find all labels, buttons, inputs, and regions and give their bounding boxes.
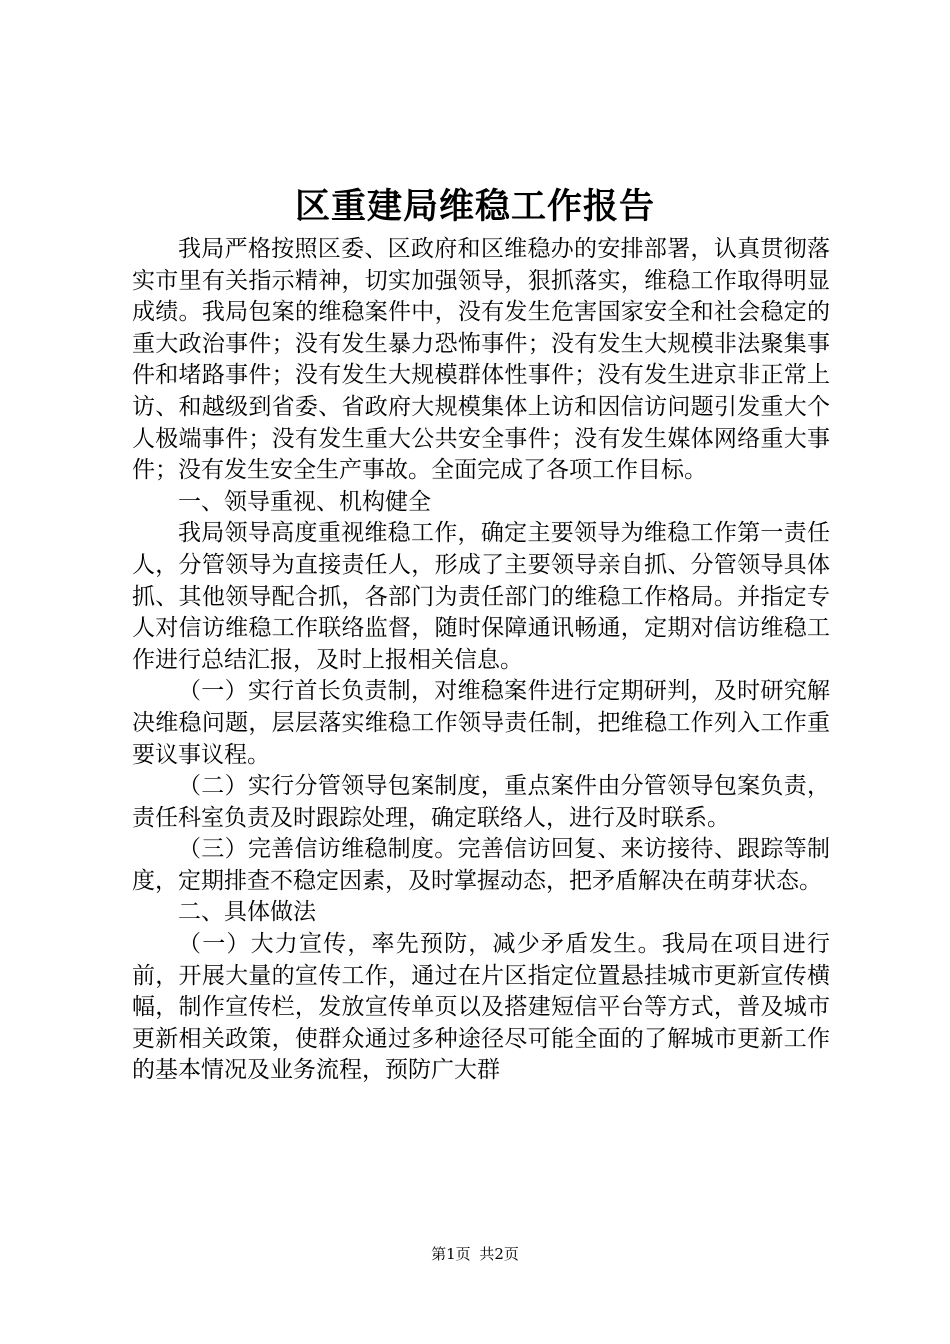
document-body	[132, 234, 830, 1087]
document-title: 区重建局维稳工作报告	[294, 186, 655, 227]
paragraph-item-2-1: （一）大力宣传，率先预防，减少矛盾发生。我局在项目进行前，开展大量的宣传工作，通过在片区指定位置悬挂城市更新宣传横幅，制作宣传栏，发放宣传单页以及搭建短信平台等方式，普及城市更新相关政策，使群众通过多种途径尽可能全面的了解城市更新工作的基本情况及业务流程，预防广大群	[132, 931, 830, 1084]
paragraph-item-1-3: （三）完善信访维稳制度。完善信访回复、来访接待、跟踪等制度，定期排查不稳定因素，及时掌握动态，把矛盾解决在萌芽状态。	[132, 836, 830, 894]
paragraph-item-1-1: （一）实行首长负责制，对维稳案件进行定期研判，及时研究解决维稳问题，层层落实维稳工作领导责任制，把维稳工作列入工作重要议事议程。	[132, 678, 830, 768]
page-number: 第1页	[431, 1245, 471, 1263]
page-total: 共2页	[479, 1245, 519, 1263]
section-heading-2: 二、具体做法	[178, 899, 316, 926]
page-footer	[0, 1244, 950, 1264]
paragraph-item-1-2: （二）实行分管领导包案制度，重点案件由分管领导包案负责，责任科室负责及时跟踪处理，确定联络人，进行及时联系。	[132, 773, 830, 831]
paragraph-intro: 我局严格按照区委、区政府和区维稳办的安排部署，认真贯彻落实市里有关指示精神，切实加强领导，狠抓落实，维稳工作取得明显成绩。我局包案的维稳案件中，没有发生危害国家安全和社会稳定的重大政治事件；没有发生暴力恐怖事件；没有发生大规模非法聚集事件和堵路事件；没有发生大规模群体性事件；没有发生进京非正常上访、和越级到省委、省政府大规模集体上访和因信访问题引发重大个人极端事件；没有发生重大公共安全事件；没有发生媒体网络重大事件；没有发生安全生产事故。全面完成了各项工作目标。	[132, 236, 830, 484]
section-heading-1: 一、领导重视、机构健全	[178, 488, 431, 515]
paragraph-section-1: 我局领导高度重视维稳工作，确定主要领导为维稳工作第一责任人，分管领导为直接责任人，形成了主要领导亲自抓、分管领导具体抓、其他领导配合抓，各部门为责任部门的维稳工作格局。并指定专人对信访维稳工作联络监督，随时保障通讯畅通，定期对信访维稳工作进行总结汇报，及时上报相关信息。	[132, 520, 830, 673]
